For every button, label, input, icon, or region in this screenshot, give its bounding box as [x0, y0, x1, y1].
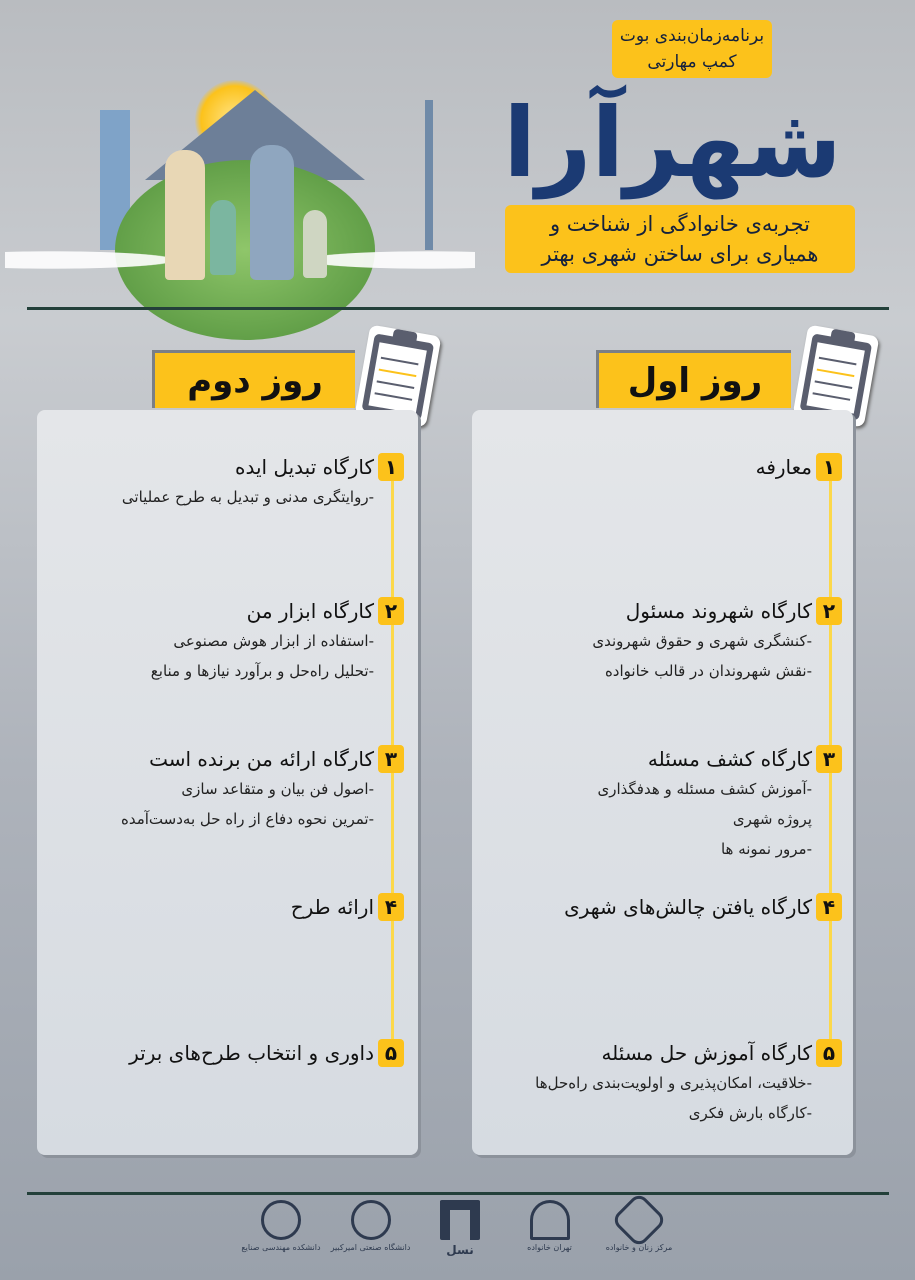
- step-number-badge: ۱: [816, 453, 842, 481]
- item-detail: -اصول فن بیان و متقاعد سازی: [181, 780, 374, 798]
- schedule-item: [129, 1038, 374, 1068]
- logo-title: شهرآرا: [503, 87, 842, 199]
- schedule-item: [598, 744, 813, 864]
- step-number-badge: ۲: [378, 597, 404, 625]
- item-detail: -کارگاه بارش فکری: [688, 1104, 812, 1122]
- step-number-badge: ۴: [816, 893, 842, 921]
- step-number-badge: ۵: [378, 1039, 404, 1067]
- item-title: ارائه طرح: [290, 895, 374, 919]
- item-title: کارگاه کشف مسئله: [647, 747, 812, 771]
- item-detail: -تمرین نحوه دفاع از راه حل به‌دست‌آمده: [120, 810, 374, 828]
- day1-header: روز اول: [596, 350, 791, 408]
- subtitle-line-1: تجربه‌ی خانوادگی از شناخت و: [549, 212, 811, 236]
- item-detail: -آموزش کشف مسئله و هدفگذاری: [597, 780, 812, 798]
- mother-figure: [250, 145, 294, 280]
- step-number-badge: ۴: [378, 893, 404, 921]
- step-number-badge: ۱: [378, 453, 404, 481]
- schedule-item: [151, 596, 374, 686]
- item-detail: -استفاده از ابزار هوش مصنوعی: [173, 632, 374, 650]
- item-title: معارفه: [755, 455, 812, 479]
- subtitle-line-2: همیاری برای ساختن شهری بهتر: [541, 242, 819, 266]
- item-title: کارگاه ارائه من برنده است: [149, 747, 374, 771]
- schedule-item: [756, 452, 812, 482]
- logo-nasl: نسل: [419, 1200, 501, 1257]
- city-family-illustration: [5, 60, 475, 290]
- schedule-item: [535, 1038, 812, 1128]
- logo-amirkabir-university: دانشگاه صنعتی امیرکبیر: [330, 1200, 412, 1253]
- schedule-item: [291, 892, 374, 922]
- sponsor-logos: [240, 1200, 680, 1278]
- schedule-item: [564, 892, 812, 922]
- program-tag: برنامه‌زمان‌بندی بوت کمپ مهارتی: [612, 20, 772, 78]
- step-number-badge: ۳: [378, 745, 404, 773]
- boy-figure: [303, 210, 327, 278]
- day2-header: روز دوم: [152, 350, 355, 408]
- subtitle-tag: [505, 205, 855, 273]
- clouds: [5, 230, 475, 280]
- item-title: کارگاه یافتن چالش‌های شهری: [564, 895, 812, 919]
- schedule-item: [592, 596, 812, 686]
- item-title: کارگاه تبدیل ایده: [235, 455, 374, 479]
- item-detail: -مرور نمونه ها: [720, 840, 812, 858]
- item-title: کارگاه آموزش حل مسئله: [601, 1041, 812, 1065]
- item-title: داوری و انتخاب طرح‌های برتر: [129, 1041, 374, 1065]
- item-title: کارگاه شهروند مسئول: [625, 599, 812, 623]
- step-number-badge: ۵: [816, 1039, 842, 1067]
- item-detail: -خلاقیت، امکان‌پذیری و اولویت‌بندی راه‌حل‌ها: [535, 1074, 812, 1092]
- item-detail: پروژه شهری: [732, 810, 812, 828]
- header-divider: [27, 307, 889, 310]
- schedule-item: [122, 452, 374, 512]
- footer-divider: [27, 1192, 889, 1195]
- item-detail: -نقش شهروندان در قالب خانواده: [604, 662, 812, 680]
- item-detail: -روایتگری مدنی و تبدیل به طرح عملیاتی: [121, 488, 374, 506]
- step-number-badge: ۳: [816, 745, 842, 773]
- milad-tower: [425, 100, 433, 250]
- logo-tehran-family: تهران خانواده: [509, 1200, 591, 1253]
- girl-figure: [210, 200, 236, 275]
- logo-industrial-engineering: دانشکده مهندسی صنایع: [240, 1200, 322, 1253]
- step-number-badge: ۲: [816, 597, 842, 625]
- item-detail: -کنشگری شهری و حقوق شهروندی: [592, 632, 812, 650]
- item-title: کارگاه ابزار من: [246, 599, 374, 623]
- logo-women-family-center: مرکز زنان و خانواده: [598, 1200, 680, 1253]
- item-detail: -تحلیل راه‌حل و برآورد نیازها و منابع: [150, 662, 374, 680]
- schedule-item: [121, 744, 374, 834]
- father-figure: [165, 150, 205, 280]
